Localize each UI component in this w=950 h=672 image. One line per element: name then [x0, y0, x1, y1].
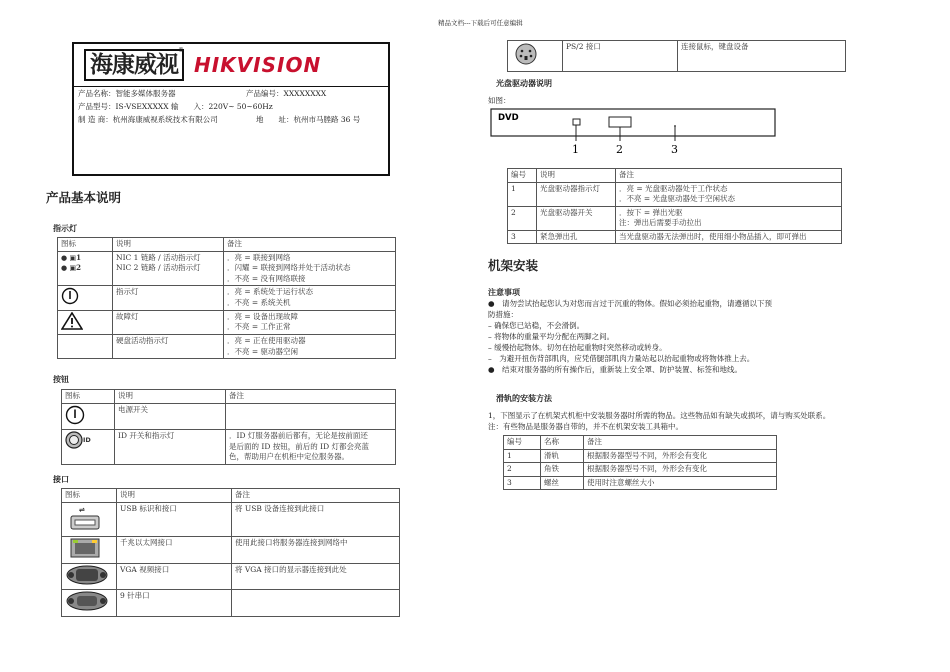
row-num: 2: [508, 206, 537, 230]
ports-table: [61, 488, 400, 617]
row-note: 连接鼠标，键盘设备: [681, 42, 749, 51]
header-num: 编号: [504, 436, 541, 450]
optical-title: 光盘驱动器说明: [496, 79, 552, 88]
row-note: 根据服务器型号不同，外形会有变化: [584, 449, 777, 463]
row-note: ．亮 = 设备出现故障: [227, 311, 299, 321]
row-desc: USB 标识和接口: [120, 503, 177, 513]
notice-line: – 确保您已站稳，不会滑倒。: [488, 321, 585, 330]
table-row: [62, 430, 396, 465]
row-note: ．亮 = 联接到网络: [227, 252, 291, 262]
rail-line: 注：有些物品是服务器自带的，并不在机架安装工具箱中。: [488, 422, 683, 431]
row-note: ．按下 = 弹出光驱: [619, 207, 683, 217]
rail-line: 1，下图显示了在机架式机柜中安装服务器时所需的物品。这些物品如有缺失或损坏，请与购买处联系。: [488, 411, 831, 420]
row-note: 使用时注意螺丝大小: [584, 476, 777, 490]
table-header-row: [62, 390, 396, 404]
optical-table: [507, 168, 842, 244]
table-row: [508, 41, 846, 72]
header-name: 名称: [541, 436, 584, 450]
buttons-table: [61, 389, 396, 465]
row-num: 2: [504, 463, 541, 477]
table-row: [62, 563, 400, 590]
ps2-port-icon: [508, 41, 563, 72]
table-header-row: [58, 238, 396, 252]
row-note: 根据服务器型号不同，外形会有变化: [584, 463, 777, 477]
notice-body: [488, 298, 868, 375]
row-note: ．亮 = 系统处于运行状态: [227, 287, 314, 296]
row-desc: 千兆以太网接口: [120, 538, 173, 547]
ports-title: 接口: [53, 475, 69, 484]
header-icon: 图标: [62, 489, 117, 503]
notice-line: ● 请勿尝试抬起您认为对您而言过于沉重的物体。假如必须抬起重物，请遵循以下预: [488, 299, 773, 308]
row-desc: 光盘驱动器开关: [537, 206, 616, 230]
header-notes: 备注: [616, 169, 842, 183]
table-header-row: [508, 169, 842, 183]
row-note: ．不亮 = 驱动器空闲: [227, 346, 299, 356]
header-desc: 说明: [115, 390, 226, 404]
rail-table: [503, 435, 777, 490]
row-desc: 故障灯: [116, 311, 139, 321]
row-note: ．不亮 = 光盘驱动器处于空闲状态: [619, 194, 736, 203]
label-model-input: 产品型号：IS-VSEXXXXX 输 入：220V~ 50~60Hz: [78, 102, 273, 111]
id-button-icon: ID: [62, 430, 115, 465]
label-manufacturer: 制 造 商：杭州海康威视系统技术有限公司: [78, 115, 218, 124]
row-num: 3: [508, 230, 537, 244]
notice-title: 注意事项: [488, 288, 520, 297]
dvd-drive-diagram: [488, 108, 778, 156]
row-note: 将 USB 设备连接到此接口: [235, 503, 325, 513]
row-note: ．不亮 = 系统关机: [227, 297, 291, 307]
row-desc: NIC 1 链路 / 活动指示灯: [116, 252, 201, 262]
network-port-icon: ● ▣1 ● ▣2: [58, 251, 113, 286]
brand-cn-logo: 海康威视: [84, 49, 184, 81]
row-name: 螺丝: [541, 476, 584, 490]
dvd-label: DVD: [498, 113, 519, 123]
table-header-row: [62, 489, 400, 503]
table-row: [62, 403, 396, 430]
table-row: [504, 449, 777, 463]
section-title: 产品基本说明: [46, 190, 122, 205]
rail-title: 滑轨的安装方法: [496, 394, 552, 403]
row-note: 使用此接口将服务器连接到网络中: [235, 538, 348, 547]
callout-2: 2: [616, 143, 623, 156]
power-icon: [58, 286, 113, 311]
notice-line: – 将物体的重量平均分配在两脚之间。: [488, 332, 615, 341]
usb-port-icon: [62, 502, 117, 537]
row-note-empty: [232, 590, 400, 617]
ethernet-port-icon: [62, 537, 117, 564]
table-row: [504, 476, 777, 490]
table-row: [58, 286, 396, 311]
row-note: ．ID 灯服务器前后都有，无论是按前面还: [229, 431, 368, 440]
table-row: [58, 251, 396, 286]
label-product-number: 产品编号：XXXXXXXX: [246, 89, 327, 98]
optical-intro: 如图：: [488, 96, 511, 105]
notice-line: – 为避开扭伤背部肌肉，应凭借腿部肌肉力量站起以抬起重物或将物体推上去。: [488, 354, 755, 363]
header-desc: 说明: [117, 489, 232, 503]
rail-body: [488, 410, 830, 432]
row-desc: NIC 2 链路 / 活动指示灯: [116, 263, 201, 272]
table-row: [508, 230, 842, 244]
warning-icon: [58, 310, 113, 335]
table-row: [58, 335, 396, 359]
indicators-title: 指示灯: [53, 224, 77, 233]
row-name: 滑轨: [541, 449, 584, 463]
row-desc: 紧急弹出孔: [537, 230, 616, 244]
header-notes: 备注: [232, 489, 400, 503]
table-header-row: [504, 436, 777, 450]
callout-3: 3: [671, 143, 678, 156]
brand-en-logo: HIKVISION: [194, 53, 322, 77]
row-desc: 指示灯: [116, 287, 139, 296]
label-divider: [74, 86, 390, 87]
row-desc: 光盘驱动器指示灯: [537, 182, 616, 206]
header-desc: 说明: [113, 238, 224, 252]
rack-title: 机架安装: [488, 258, 539, 273]
row-name: 角铁: [541, 463, 584, 477]
row-note: 将 VGA 接口的显示器连接到此处: [235, 564, 347, 574]
row-num: 1: [508, 182, 537, 206]
row-note: 色，帮助用户在机柜中定位服务器。: [229, 452, 349, 461]
header-notes: 备注: [226, 390, 396, 404]
label-address: 地 址：杭州市马塍路 36 号: [256, 115, 361, 124]
table-row: [508, 182, 842, 206]
table-row: [62, 590, 400, 617]
header-icon: 图标: [62, 390, 115, 404]
row-note: ．不亮 = 没有网络联接: [227, 273, 306, 283]
label-product-name: 产品名称：智能多媒体服务器: [78, 89, 176, 98]
row-note: 注：弹出后需要手动拉出: [619, 218, 702, 227]
row-note: 是后面的 ID 按钮，前后的 ID 灯都会亮蓝: [229, 441, 369, 451]
table-row: [504, 463, 777, 477]
header-desc: 说明: [537, 169, 616, 183]
product-label: [72, 42, 390, 176]
vga-port-icon: [62, 563, 117, 590]
row-desc: 9 针串口: [120, 591, 150, 600]
table-row: [58, 310, 396, 335]
row-note: 当光盘驱动器无法弹出时，使用细小物品插入，即可弹出: [619, 231, 807, 241]
ps2-table: [507, 40, 846, 72]
callout-1: 1: [572, 143, 579, 156]
notice-line: ● 结束对服务器的所有操作后，重新装上安全罩、防护装置、标签和地线。: [488, 365, 743, 374]
registered-mark: ®: [178, 47, 184, 54]
row-note: ．亮 = 光盘驱动器处于工作状态: [619, 183, 728, 193]
notice-line: – 缓慢抬起物体。切勿在抬起重物时突然移动或转身。: [488, 343, 667, 352]
row-num: 3: [504, 476, 541, 490]
header-note: 精品文档---下载后可任意编辑: [438, 19, 523, 27]
header-notes: 备注: [584, 436, 777, 450]
buttons-title: 按钮: [53, 375, 69, 384]
row-desc: ID 开关和指示灯: [118, 431, 175, 440]
header-icon: 图标: [58, 238, 113, 252]
table-row: [62, 502, 400, 537]
table-row: [508, 206, 842, 230]
row-desc: 电源开关: [118, 404, 148, 414]
row-note: ．闪耀 = 联接到网络并处于活动状态: [227, 263, 351, 272]
row-desc: 硬盘活动指示灯: [116, 336, 169, 345]
row-note: ．不亮 = 工作正常: [227, 322, 291, 331]
serial-port-icon: [62, 590, 117, 617]
header-notes: 备注: [224, 238, 396, 252]
empty-icon-cell: [58, 335, 113, 359]
row-note: ．亮 = 正在使用驱动器: [227, 336, 306, 345]
row-desc: VGA 视频接口: [120, 564, 170, 574]
svg-text:⇌: ⇌: [79, 505, 85, 514]
table-row: [62, 537, 400, 564]
indicators-table: [57, 237, 396, 359]
row-num: 1: [504, 449, 541, 463]
notice-line: 防措施：: [488, 310, 518, 319]
row-desc: PS/2 接口: [566, 42, 601, 51]
power-button-icon: [62, 403, 115, 430]
row-note-empty: [226, 403, 396, 430]
header-num: 编号: [508, 169, 537, 183]
